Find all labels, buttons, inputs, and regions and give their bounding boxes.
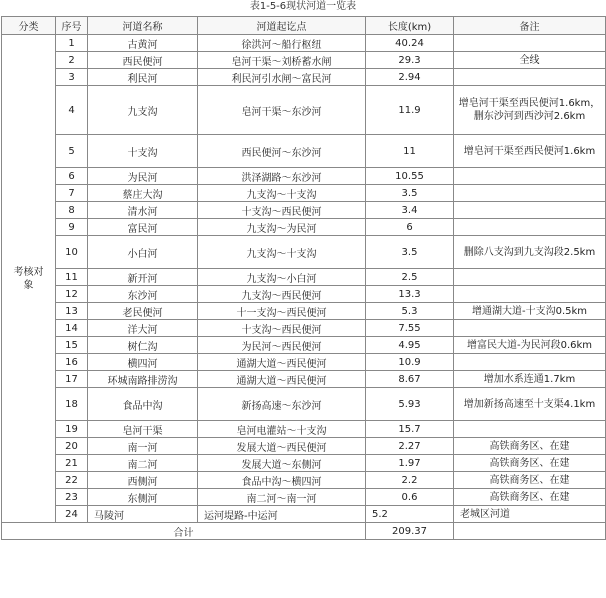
header-row	[2, 17, 606, 35]
river-length: 13.3	[366, 286, 454, 303]
river-name: 蔡庄大沟	[88, 185, 198, 202]
table-row	[2, 236, 606, 269]
row-number: 11	[56, 269, 88, 286]
river-length: 2.94	[366, 69, 454, 86]
river-note: 删除八支沟到九支沟段2.5km	[454, 236, 606, 269]
header-category: 分类	[2, 17, 56, 35]
row-number: 3	[56, 69, 88, 86]
river-note	[454, 168, 606, 185]
river-length: 6	[366, 219, 454, 236]
river-note	[454, 202, 606, 219]
river-length: 11.9	[366, 86, 454, 135]
river-name: 西侧河	[88, 472, 198, 489]
river-name: 小白河	[88, 236, 198, 269]
river-name: 东侧河	[88, 489, 198, 506]
river-length: 15.7	[366, 421, 454, 438]
river-note: 高铁商务区、在建	[454, 455, 606, 472]
table-row	[2, 371, 606, 388]
total-value: 209.37	[366, 523, 454, 540]
header-river-name: 河道名称	[88, 17, 198, 35]
header-number: 序号	[56, 17, 88, 35]
table-row	[2, 168, 606, 185]
river-name: 利民河	[88, 69, 198, 86]
river-range: 九支沟～西民便河	[198, 286, 366, 303]
table-row	[2, 320, 606, 337]
river-name: 老民便河	[88, 303, 198, 320]
river-length: 5.3	[366, 303, 454, 320]
river-name: 洋大河	[88, 320, 198, 337]
river-range: 洪泽湖路～东沙河	[198, 168, 366, 185]
river-name: 横四河	[88, 354, 198, 371]
table-row	[2, 219, 606, 236]
river-name: 南一河	[88, 438, 198, 455]
river-note: 增皂河干渠至西民便河1.6km，删东沙河到西沙河2.6km	[454, 86, 606, 135]
table-row	[2, 202, 606, 219]
river-range: 皂河电灌站～十支沟	[198, 421, 366, 438]
river-note	[454, 354, 606, 371]
river-range: 十一支沟～西民便河	[198, 303, 366, 320]
river-note	[454, 69, 606, 86]
river-note	[454, 185, 606, 202]
river-range: 新扬高速～东沙河	[198, 388, 366, 421]
category-cell: 考核对象	[2, 35, 56, 523]
row-number: 6	[56, 168, 88, 185]
river-note: 老城区河道	[454, 506, 606, 523]
river-note: 全线	[454, 52, 606, 69]
river-note	[454, 320, 606, 337]
table-row	[2, 472, 606, 489]
river-table	[1, 16, 606, 540]
table-row	[2, 286, 606, 303]
table-row	[2, 455, 606, 472]
river-length: 3.4	[366, 202, 454, 219]
row-number: 4	[56, 86, 88, 135]
river-length: 1.97	[366, 455, 454, 472]
river-length: 10.55	[366, 168, 454, 185]
header-range: 河道起讫点	[198, 17, 366, 35]
river-name: 皂河干渠	[88, 421, 198, 438]
river-length: 11	[366, 135, 454, 168]
river-range: 九支沟～为民河	[198, 219, 366, 236]
river-note	[454, 286, 606, 303]
river-length: 3.5	[366, 236, 454, 269]
river-range: 九支沟～十支沟	[198, 236, 366, 269]
row-number: 8	[56, 202, 88, 219]
row-number: 24	[56, 506, 88, 523]
total-note	[454, 523, 606, 540]
row-number: 23	[56, 489, 88, 506]
river-name: 古黄河	[88, 35, 198, 52]
river-range: 通湖大道～西民便河	[198, 371, 366, 388]
row-number: 10	[56, 236, 88, 269]
river-name: 南二河	[88, 455, 198, 472]
river-length: 2.2	[366, 472, 454, 489]
table-row	[2, 135, 606, 168]
row-number: 16	[56, 354, 88, 371]
row-number: 12	[56, 286, 88, 303]
river-length: 29.3	[366, 52, 454, 69]
river-range: 利民河引水闸～富民河	[198, 69, 366, 86]
river-length: 2.5	[366, 269, 454, 286]
river-length: 40.24	[366, 35, 454, 52]
river-note: 增通湖大道-十支沟0.5km	[454, 303, 606, 320]
row-number: 5	[56, 135, 88, 168]
river-range: 通湖大道～西民便河	[198, 354, 366, 371]
header-note: 备注	[454, 17, 606, 35]
river-name: 环城南路排涝沟	[88, 371, 198, 388]
table-row	[2, 421, 606, 438]
river-name: 马陵河	[88, 506, 198, 523]
row-number: 2	[56, 52, 88, 69]
table-row	[2, 35, 606, 52]
table-row	[2, 69, 606, 86]
table-row	[2, 506, 606, 523]
row-number: 13	[56, 303, 88, 320]
river-length: 5.93	[366, 388, 454, 421]
row-number: 1	[56, 35, 88, 52]
row-number: 18	[56, 388, 88, 421]
river-name: 西民便河	[88, 52, 198, 69]
river-note	[454, 269, 606, 286]
table-row	[2, 52, 606, 69]
river-name: 东沙河	[88, 286, 198, 303]
river-length: 5.2	[366, 506, 454, 523]
table-caption: 表1-5-6现状河道一览表	[249, 1, 357, 12]
river-name: 清水河	[88, 202, 198, 219]
river-length: 0.6	[366, 489, 454, 506]
river-note: 高铁商务区、在建	[454, 438, 606, 455]
table-row	[2, 489, 606, 506]
river-range: 运河堤路-中运河	[198, 506, 366, 523]
table-row	[2, 337, 606, 354]
river-note: 增加新扬高速至十支渠4.1km	[454, 388, 606, 421]
river-note: 高铁商务区、在建	[454, 489, 606, 506]
river-name: 树仁沟	[88, 337, 198, 354]
river-note	[454, 35, 606, 52]
river-length: 3.5	[366, 185, 454, 202]
river-range: 皂河干渠～东沙河	[198, 86, 366, 135]
table-row	[2, 438, 606, 455]
river-name: 为民河	[88, 168, 198, 185]
river-name: 新开河	[88, 269, 198, 286]
table-row	[2, 86, 606, 135]
river-range: 九支沟～十支沟	[198, 185, 366, 202]
river-length: 7.55	[366, 320, 454, 337]
river-length: 2.27	[366, 438, 454, 455]
river-range: 十支沟～西民便河	[198, 202, 366, 219]
river-name: 十支沟	[88, 135, 198, 168]
header-length: 长度(km)	[366, 17, 454, 35]
river-range: 西民便河～东沙河	[198, 135, 366, 168]
total-label: 合计	[2, 523, 366, 540]
river-range: 九支沟～小白河	[198, 269, 366, 286]
river-note: 增皂河干渠至西民便河1.6km	[454, 135, 606, 168]
river-length: 10.9	[366, 354, 454, 371]
table-row	[2, 185, 606, 202]
row-number: 7	[56, 185, 88, 202]
row-number: 19	[56, 421, 88, 438]
row-number: 22	[56, 472, 88, 489]
river-note	[454, 421, 606, 438]
table-row	[2, 354, 606, 371]
row-number: 14	[56, 320, 88, 337]
row-number: 17	[56, 371, 88, 388]
row-number: 15	[56, 337, 88, 354]
river-length: 8.67	[366, 371, 454, 388]
river-note: 增加水系连通1.7km	[454, 371, 606, 388]
river-range: 十支沟～西民便河	[198, 320, 366, 337]
river-length: 4.95	[366, 337, 454, 354]
river-range: 发展大道～东侧河	[198, 455, 366, 472]
river-range: 为民河～西民便河	[198, 337, 366, 354]
row-number: 21	[56, 455, 88, 472]
river-range: 食品中沟～横四河	[198, 472, 366, 489]
table-row	[2, 269, 606, 286]
table-row	[2, 303, 606, 320]
row-number: 20	[56, 438, 88, 455]
river-range: 南二河～南一河	[198, 489, 366, 506]
total-row	[2, 523, 606, 540]
river-name: 食品中沟	[88, 388, 198, 421]
river-note	[454, 219, 606, 236]
river-range: 皂河干渠～刘桥蓄水闸	[198, 52, 366, 69]
river-note: 高铁商务区、在建	[454, 472, 606, 489]
river-note: 增富民大道-为民河段0.6km	[454, 337, 606, 354]
row-number: 9	[56, 219, 88, 236]
river-range: 发展大道～西民便河	[198, 438, 366, 455]
table-row	[2, 388, 606, 421]
river-name: 九支沟	[88, 86, 198, 135]
river-range: 徐洪河～船行枢纽	[198, 35, 366, 52]
river-name: 富民河	[88, 219, 198, 236]
